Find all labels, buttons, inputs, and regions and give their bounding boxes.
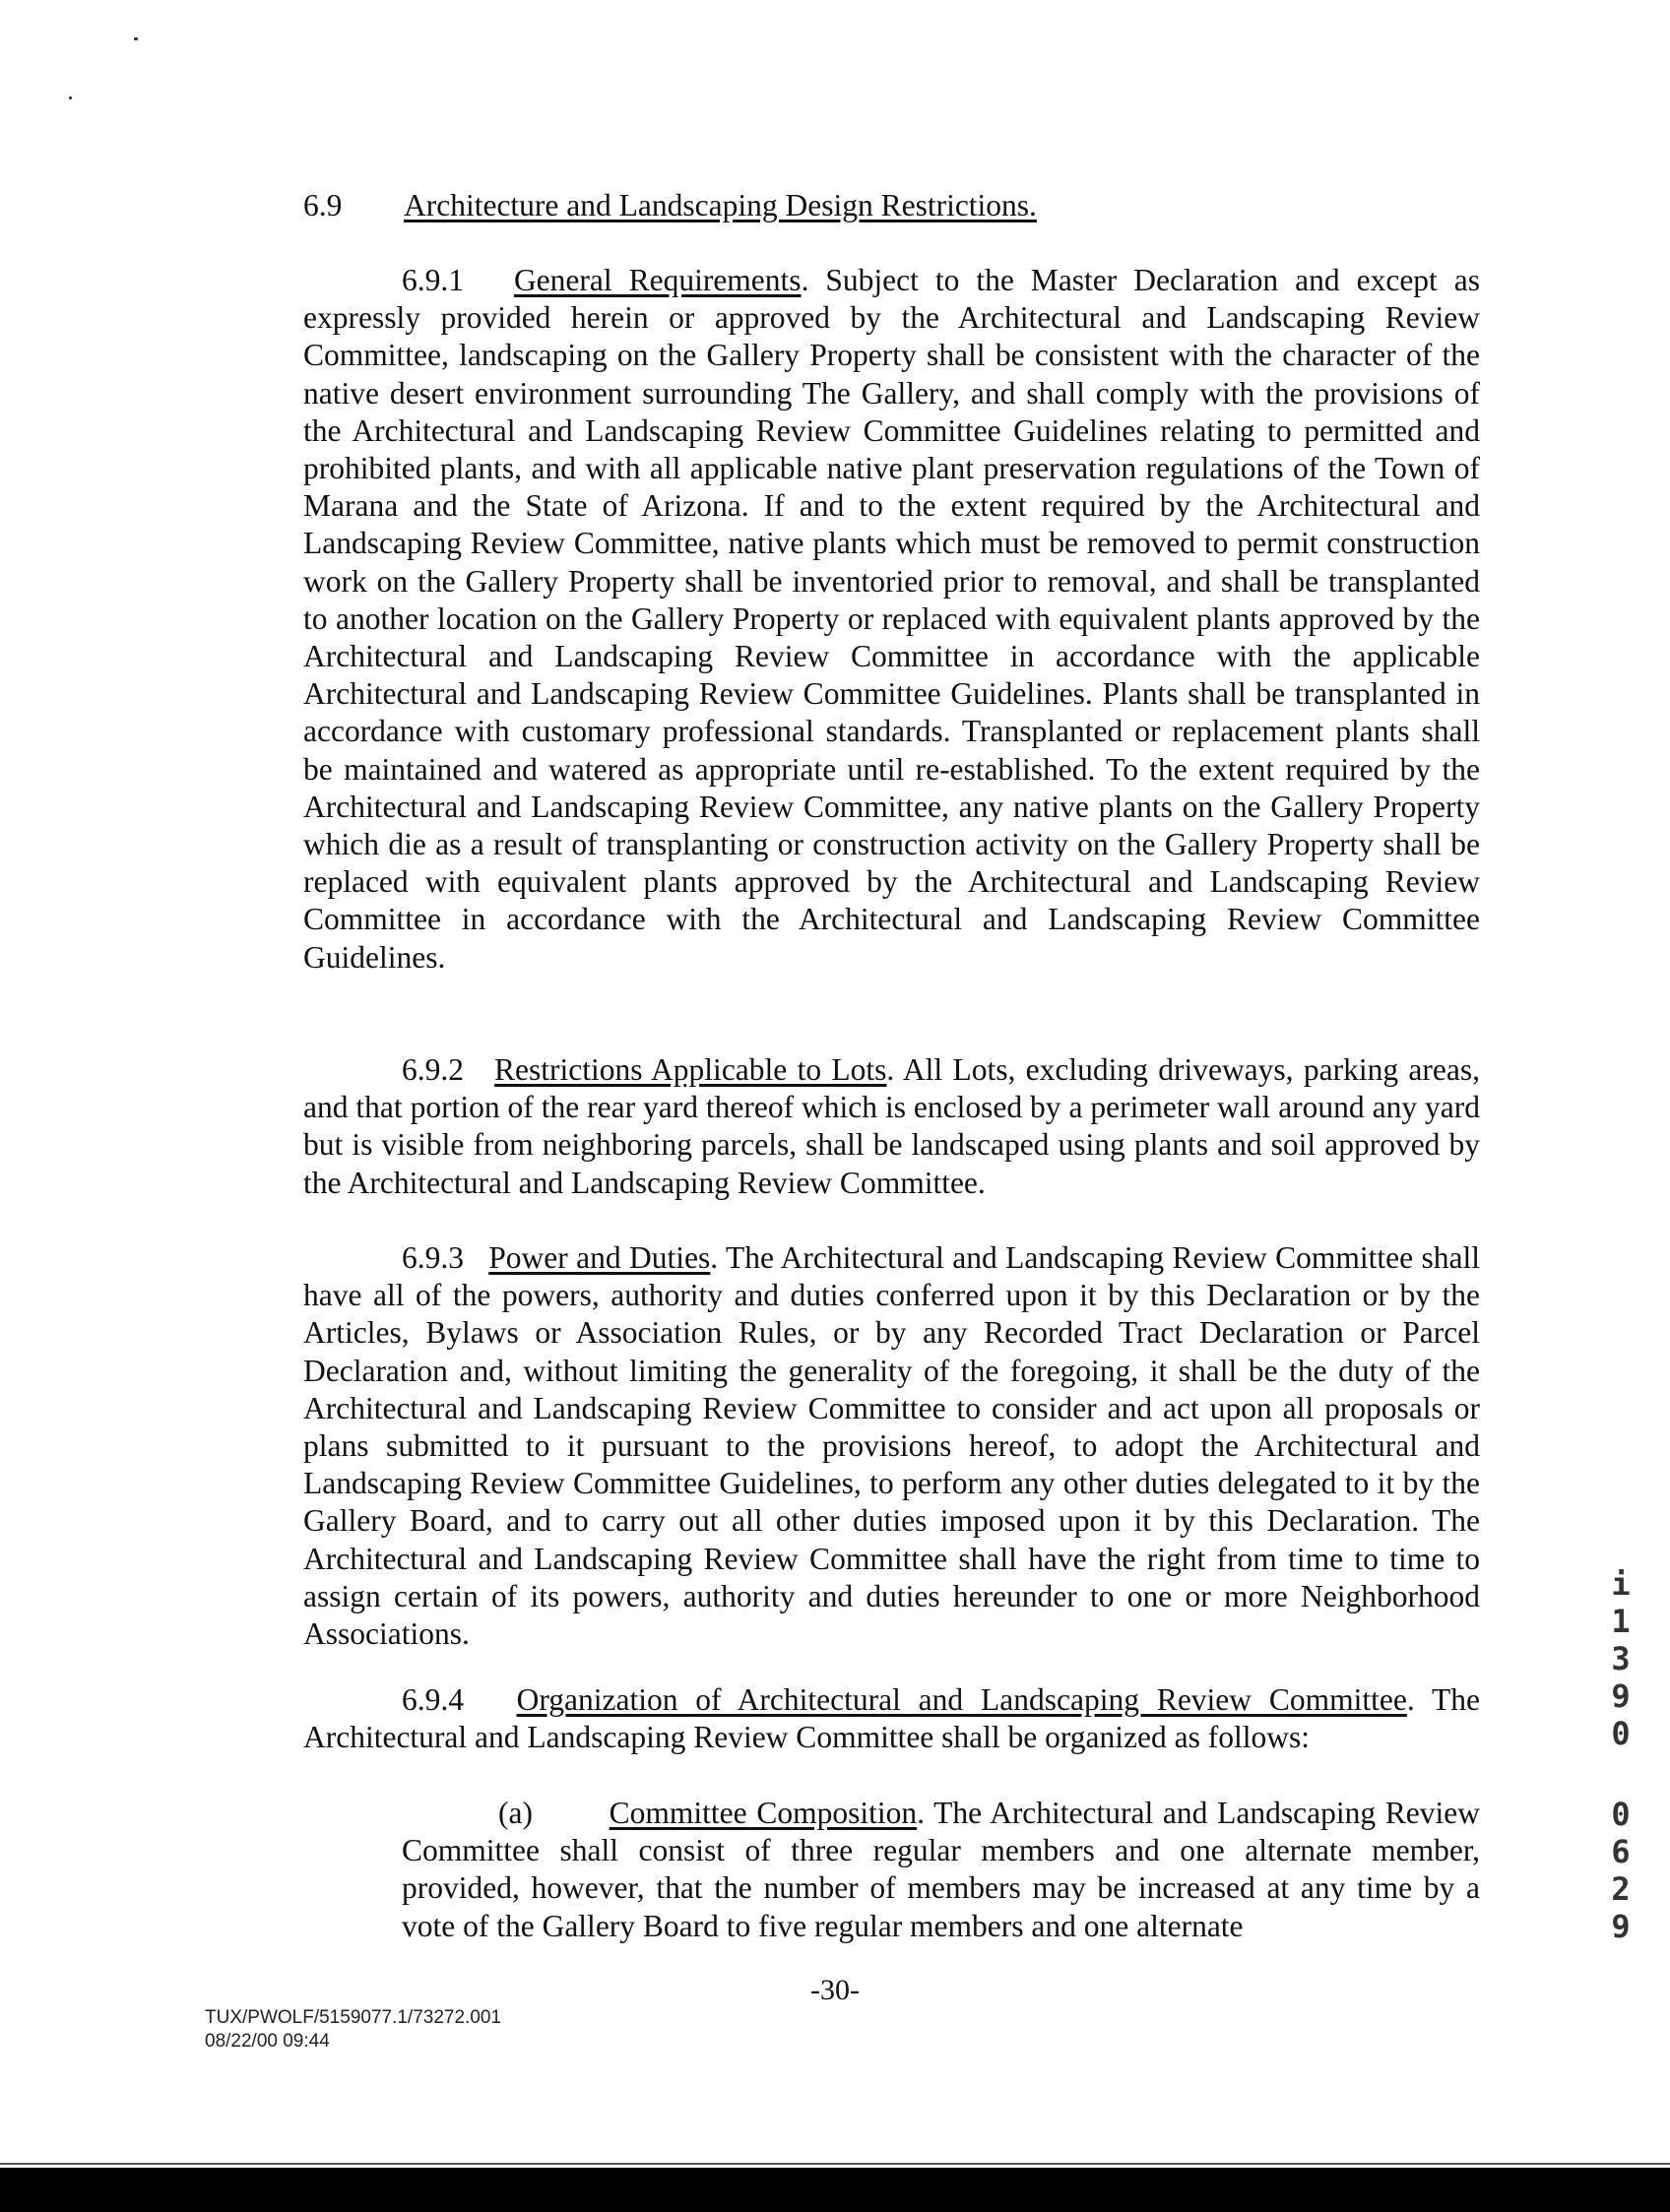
stamp-digit: 3: [1611, 1640, 1631, 1677]
subparagraph-body: . The Architectural and Landscaping Review Committee shall consist of three regular members and one alternate member, provided, however, that the number of members may be increased at any time by a vote of the Gallery Board to five regular members and one alternate: [402, 1796, 1480, 1943]
stamp-digit: 0: [1611, 1796, 1631, 1833]
paragraph-heading: Restrictions Applicable to Lots: [493, 1052, 887, 1087]
stamp-digit: 0: [1611, 1715, 1631, 1752]
paragraph-number: 6.9.1: [402, 263, 464, 297]
paragraph-heading: Power and Duties: [488, 1240, 711, 1275]
paragraph-number: 6.9.3: [402, 1240, 464, 1275]
scan-edge-line: [0, 2163, 1670, 2165]
stamp-digit: 9: [1611, 1908, 1631, 1945]
scan-speck: [69, 96, 72, 99]
subparagraph-heading: Committee Composition: [609, 1796, 918, 1830]
section-title: Architecture and Landscaping Design Restrictions.: [404, 188, 1037, 222]
subparagraph-a: [402, 1795, 1480, 1945]
paragraph-number: 6.9.2: [402, 1052, 464, 1087]
recording-stamp: [1601, 1565, 1640, 1945]
paragraph-6-9-3: [303, 1239, 1480, 1653]
stamp-digit: 2: [1611, 1870, 1631, 1908]
paragraph-heading: Organization of Architectural and Landscaping Review Committee: [516, 1682, 1407, 1717]
paragraph-6-9-1: [303, 262, 1480, 977]
paragraph-heading: General Requirements: [513, 263, 802, 297]
paragraph-body: . The Architectural and Landscaping Review Committee shall have all of the powers, authority and duties conferred upon it by this Declaration or by the Articles, Bylaws or Association Rules, or by any Recorded Tract Declaration or Parcel Declaration and, without limiting the generality of the foregoing, it shall be the duty of the Architectural and Landscaping Review Committee to consider and act upon all proposals or plans submitted to it pursuant to the provisions hereof, to adopt the Architectural and Landscaping Review Committee Guidelines, to perform any other duties delegated to it by the Gallery Board, and to carry out all other duties imposed upon it by this Declaration. The Architectural and Landscaping Review Committee shall have the right from time to time to assign certain of its powers, authority and duties hereunder to one or more Neighborhood Associations.: [303, 1240, 1481, 1652]
paragraph-body: . All Lots, excluding driveways, parking areas, and that portion of the rear yard thereof which is enclosed by a perimeter wall around any yard but is visible from neighboring parcels, shall be landscaped using plants and soil approved by the Architectural and Landscaping Review Committee.: [303, 1052, 1480, 1200]
section-number: 6.9: [303, 188, 343, 222]
stamp-digit: 6: [1611, 1833, 1631, 1870]
paragraph-number: 6.9.4: [402, 1682, 464, 1717]
footer-timestamp: 08/22/00 09:44: [205, 2031, 330, 2052]
page-number: -30-: [810, 1974, 860, 2006]
paragraph-body: . Subject to the Master Declaration and except as expressly provided herein or approved by the Architectural and Landscaping Review Committee, landscaping on the Gallery Property shall be consistent with the character of the native desert environment surrounding The Gallery, and shall comply with the provisions of the Architectural and Landscaping Review Committee Guidelines relating to permitted and prohibited plants, and with all applicable native plant preservation regulations of the Town of Marana and the State of Arizona. If and to the extent required by the Architectural and Landscaping Review Committee, native plants which must be removed to permit construction work on the Gallery Property shall be inventoried prior to removal, and shall be transplanted to another location on the Gallery Property or replaced with equivalent plants approved by the Architectural and Landscaping Review Committee in accordance with the applicable Architectural and Landscaping Review Committee Guidelines. Plants shall be transplanted in accordance with customary professional standards. Transplanted or replacement plants shall be maintained and watered as appropriate until re-established. To the extent required by the Architectural and Landscaping Review Committee, any native plants on the Gallery Property which die as a result of transplanting or construction activity on the Gallery Property shall be replaced with equivalent plants approved by the Architectural and Landscaping Review Committee in accordance with the Architectural and Landscaping Review Committee Guidelines.: [303, 263, 1481, 975]
stamp-digit: 1: [1611, 1603, 1631, 1640]
section-heading: [303, 187, 1037, 224]
scan-bottom-border: [0, 2168, 1670, 2212]
paragraph-body: . The Architectural and Landscaping Review Committee shall be organized as follows:: [303, 1682, 1481, 1755]
subparagraph-label: (a): [498, 1796, 533, 1830]
stamp-digit: i: [1611, 1565, 1631, 1603]
document-footer: [205, 2006, 501, 2054]
footer-docid: TUX/PWOLF/5159077.1/73272.001: [205, 2007, 502, 2028]
scan-speck: [134, 37, 138, 40]
paragraph-6-9-4: [303, 1681, 1480, 1756]
stamp-digit: 9: [1611, 1677, 1631, 1715]
paragraph-6-9-2: [303, 1051, 1480, 1202]
